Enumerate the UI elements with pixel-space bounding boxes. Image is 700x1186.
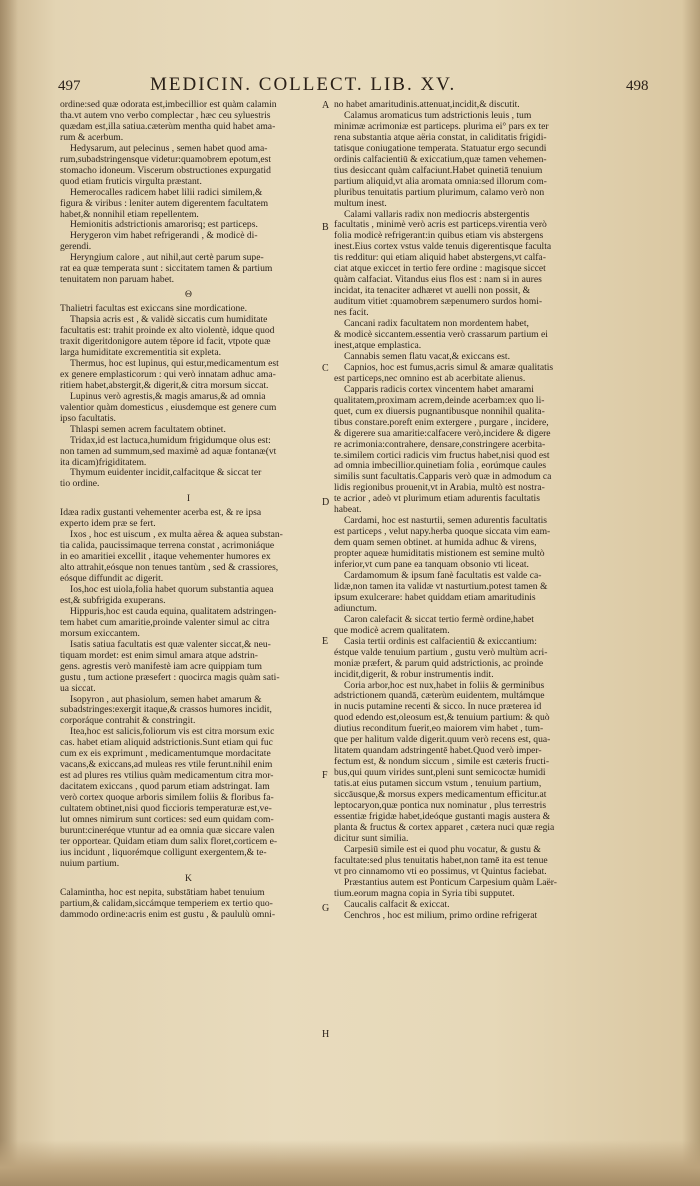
text-line: lut omnes nimirum sunt cortices: sed eum quidam com- <box>60 814 274 825</box>
text-line: multum inest. <box>334 197 387 209</box>
text-line: rum,subadstringensque videtur:quamobrem epotum,est <box>60 153 272 165</box>
text-line: tatisque coniugatione temperata. Statuatur ergo secundi <box>334 142 547 154</box>
text-line: tium.eorum magna copia in Syria tibi supputet. <box>334 887 515 899</box>
text-line: tenuitatem non paruam habet. <box>60 274 175 286</box>
section-letter: I <box>186 493 192 505</box>
margin-letter-a: A <box>322 100 330 111</box>
text-line: subadstringes:exergit itaque,& crassos humores incidit, <box>60 704 272 716</box>
text-line: partium,& calidam,siccámque temperiem ex tertio quo- <box>60 897 273 909</box>
text-line: ordinis calfacientiū & exiccatium,quæ tamen vehemen- <box>334 153 547 165</box>
text-line: Caucalis calfacit & exiccat. <box>344 898 450 910</box>
text-line: folia modicè refrigerant:in quibus etiam vis abstergens <box>334 230 544 242</box>
text-line: est particeps,nec omnino est ab acerbitate alienus. <box>334 372 526 384</box>
running-title: MEDICIN. COLLECT. LIB. XV. <box>150 74 457 95</box>
text-line: Ixos , hoc est uiscum , ex multa aërea & aquea substan- <box>70 529 283 541</box>
text-line: Hemerocalles radicem habet lilii radici similem,& <box>70 186 263 198</box>
text-line: ua siccat. <box>60 682 96 694</box>
text-line: cultatem obtinet,nisi quod ficcioris temperaturæ est,ve- <box>60 803 272 815</box>
text-line: ipso facultatis. <box>60 412 116 424</box>
text-line: que modicè acrem qualitatem. <box>334 624 450 636</box>
text-line: propter aqueæ humiditatis mistionem est semine multò <box>334 548 545 560</box>
text-line: vacans,& exiccans,ad muleas res vtile ferunt.nihil enim <box>60 759 273 771</box>
text-line: inest.Eius cortex vstus valde tenuis digerentisque faculta <box>334 241 552 253</box>
text-line: pluribus tenuitatis partium plurimum, calamo verò non <box>334 186 545 198</box>
text-line: inest,atque emplastica. <box>334 339 422 351</box>
text-line: verò cortex quoque arboris similem foliis & floribus fa- <box>60 792 274 804</box>
text-line: Cannabis semen flatu vacat,& exiccans est. <box>344 350 510 362</box>
page-number-left: 497 <box>58 78 81 94</box>
text-line: tis redditur: qui etiam aliquid habet abstergens,vt calfa- <box>334 252 546 264</box>
text-line: Isopyron , aut phasiolum, semen habet amarum & <box>70 693 262 705</box>
text-line: Herygeron vim habet refrigerandi , & modicè di- <box>70 230 258 242</box>
margin-letter-f: F <box>322 770 328 781</box>
text-line: tem habet cum amaritie,proinde valenter simul ac citra <box>60 616 270 628</box>
text-line: figura & viribus : leniter autem digerentem facultatem <box>60 197 269 209</box>
text-line: éstque valde tenuium partium , gustu verò multùm acri- <box>334 646 548 658</box>
text-line: Hemionitis adstrictionis amarorisq; est particeps. <box>70 219 258 231</box>
text-line: ciat atque exiccet in tertio fere ordine : magisque siccet <box>334 263 546 275</box>
text-line: quod edendo est,oleosum est,& tenuium partium: & quò <box>334 712 550 724</box>
text-line: siccāusque,& morsus expers medicamentum efficitur.at <box>334 789 547 801</box>
text-line: diutius reconditum fuerit,eo maiorem vim habet , tum- <box>334 723 544 735</box>
text-line: ex genere emplasticorum : qui verò innatam adhuc ama- <box>60 368 276 380</box>
text-line: quet, cum ex diuersis pugnantibusque nonnihil qualita- <box>334 405 545 417</box>
text-line: Lupinus verò agrestis,& magis amarus,& ad omnia <box>70 390 266 402</box>
text-line: & digerere sua amaritie:calfacere verò,incidere & digere <box>334 427 551 439</box>
text-line: te acrior , adeò vt plurimum etiam adurentis facultatis <box>334 493 540 505</box>
text-line: Thapsia acris est , & validè siccatis cum humiditate <box>70 314 268 326</box>
text-line: Thalietri facultas est exiccans sine mordicatione. <box>60 303 248 315</box>
text-line: Præstantius autem est Ponticum Carpesium quàm Laër- <box>344 876 557 888</box>
text-line: qualitatem,proximam acrem,deinde acerbam:ex quo li- <box>334 394 545 406</box>
left-column <box>60 100 318 921</box>
text-line: ius incidunt , liquorémque colligunt exergentem,& te- <box>60 846 267 858</box>
text-line: leptocaryon,quæ pontica nux nominatur , plus terrestris <box>334 800 547 811</box>
section-letter: Θ <box>185 289 193 301</box>
page-edge-shadow-left <box>0 0 18 1186</box>
text-line: stomacho idoneum. Viscerum obstructiones expurgatid <box>60 164 271 176</box>
text-line: Isatis satiua facultatis est quæ valenter siccat,& neu- <box>70 638 271 650</box>
margin-letter-b: B <box>322 222 329 233</box>
text-line: dicitur sunt similia. <box>334 832 409 844</box>
text-line: Cenchros , hoc est milium, primo ordine refrigerat <box>344 909 538 921</box>
text-line: vt pro cinnamomo vti eo possimus, vt Quintus faciebat. <box>334 865 547 877</box>
text-line: re acrimonia:contrahere, densare,constringere acerbita- <box>334 438 546 450</box>
text-line: ter opportear. Quidam etiam dum salix floret,corticem e- <box>60 835 278 847</box>
text-line: Hippuris,hoc est cauda equina, qualitatem adstringen- <box>70 605 277 617</box>
right-column <box>334 100 624 921</box>
text-line: essentiæ frigidæ habet,ideóque gustanti magis austera & <box>334 810 551 822</box>
text-line: Thermus, hoc est lupinus, qui estur,medicamentum est <box>70 357 279 369</box>
text-line: no habet amaritudinis.attenuat,incidit,& discutit. <box>334 99 520 110</box>
margin-letter-g: G <box>322 903 330 914</box>
text-line: habet,& nonnihil etiam repellentem. <box>60 208 199 220</box>
text-line: quàm calfaciat. Vitandus eius flos est : nam si in aures <box>334 274 542 286</box>
text-line: Thlaspi semen acrem facultatem obtinet. <box>70 423 226 435</box>
text-line: Capparis radicis cortex vincentem habet amarami <box>344 383 534 395</box>
text-line: litatem quandam adstringentē habet.Quod verò imper- <box>334 745 542 757</box>
text-line: gerendi. <box>60 241 92 253</box>
text-line: Thymum euidenter incidit,calfacitque & siccat ter <box>70 467 262 479</box>
text-line: auditum vitiet :quamobrem sæpenumero surdos homi- <box>334 296 543 308</box>
text-line: eósque diffundit ac digerit. <box>60 573 164 585</box>
margin-letter-h: H <box>322 1029 330 1040</box>
text-line: lidis regionibus prouenit,vt in Arabia, multò est nostra- <box>334 482 545 494</box>
text-line: quod etiam fruticis virgulta præstant. <box>60 175 202 187</box>
text-line: dacitatem exiccans , quod parum etiam adstringat. Iam <box>60 781 270 793</box>
text-line: nes facit. <box>334 307 369 319</box>
section-letter: K <box>185 872 193 884</box>
page-edge-shadow-right <box>682 0 700 1186</box>
text-line: inferior,vt cum pane ea tanquam obsonio vti liceat. <box>334 559 529 571</box>
text-line: Cardami, hoc est nasturtii, semen adurentis facultatis <box>344 515 548 527</box>
text-line: similis sunt facultatis.Capparis verò quæ in admodum ca <box>334 471 552 483</box>
text-line: dammodo ordine:acris enim est gustu , & paululù omni- <box>60 908 276 920</box>
margin-letter-d: D <box>322 497 330 508</box>
text-line: Calamus aromaticus tum adstrictionis leuis , tum <box>344 109 532 121</box>
text-line: tio ordine. <box>60 478 100 490</box>
text-line: ordine:sed quæ odorata est,imbecillior est quàm calamin <box>60 99 277 110</box>
text-line: tibus constare.poreft enim extergere , purgare , incidere, <box>334 416 549 428</box>
text-line: tha.vt autem vno verbo complectar , hæc ceu syluestris <box>60 109 271 121</box>
text-line: ipsum exulcerare: habet quiddam etiam amaritudinis <box>334 591 536 603</box>
text-line: bus,qui quum virides sunt,pleni sunt semicoctæ humidi <box>334 767 546 779</box>
text-line: te.similem cortici radicis vim fructus habet,nisi quod est <box>334 449 550 461</box>
text-line: traxit digeritdonigore autem tëpore id facit, vtpote quæ <box>60 336 271 348</box>
text-line: fectum est, & nondum siccum , simile est cæteris fructi- <box>334 756 550 768</box>
text-line: facultate:sed plus tenuitatis habet,non tamē ita est tenue <box>334 854 548 866</box>
margin-letter-c: C <box>322 363 329 374</box>
text-line: gustu , tum actione præsefert : quocirca magis quàm sati- <box>60 671 280 683</box>
text-line: Coria arbor,hoc est nux,habet in foliis & germinibus <box>344 679 545 691</box>
page-header <box>0 74 700 100</box>
text-line: Hedysarum, aut pelecinus , semen habet quod ama- <box>70 142 268 154</box>
text-line: nuium partium. <box>60 857 120 869</box>
text-line: cas. habet etiam aliquid adstrictionis.Sunt etiam qui fuc <box>60 737 273 749</box>
text-line: facultatis est: trahit proinde ex alto violentè, idque quod <box>60 325 275 337</box>
page-number-right: 498 <box>626 78 649 94</box>
text-line: est ad plures res vtilius quàm medicamentum citra mor- <box>60 770 274 782</box>
text-line: Calamintha, hoc est nepita, substātiam habet tenuium <box>60 886 265 898</box>
text-line: tatis.at eius putamen siccum vstum , tenuium partium, <box>334 778 542 790</box>
text-line: rum & acerbum. <box>60 131 124 143</box>
text-line: rena substantia atque aëria constat, in caliditatis frigidi- <box>334 131 547 143</box>
text-line: in eo amaritiei excellit , itaque vehementer humores ex <box>60 551 271 563</box>
text-line: Ios,hoc est uiola,folia habet quorum substantia aquea <box>70 583 274 595</box>
text-line: & modicè siccantem.essentia verò crassarum partium ei <box>334 329 548 341</box>
text-line: non tamen ad summum,sed maximè ad aquæ fontanæ(vt <box>60 445 277 457</box>
text-line: que per halitum valde digerit.quum verò recens est, qua- <box>334 734 551 746</box>
text-line: partium aliquid,vt alia aromata omnia:sed illorum com- <box>334 175 547 187</box>
text-line: ritiem habet,abstergit,& digerit,& citra morsum siccat. <box>60 379 269 391</box>
text-line: adstrictionem quandā, cæterùm euidentem, multámque <box>334 690 545 702</box>
text-line: cum ex eis exprimunt , medicamentumque mordacitate <box>60 748 271 760</box>
text-line: habeat. <box>334 504 362 516</box>
text-line: tiquam mordet: est enim simul amara atque adstrin- <box>60 649 258 661</box>
text-line: rat ea quæ temperata sunt : siccitatem tamen & partium <box>60 263 273 275</box>
text-line: ita dicam)frigiditatem. <box>60 456 147 468</box>
text-line: morsum exiccantem. <box>60 627 140 639</box>
text-line: Capnios, hoc est fumus,acris simul & amaræ qualitatis <box>344 361 554 373</box>
text-line: corporáque contrahit & constringit. <box>60 715 196 727</box>
text-line: Caron calefacit & siccat tertio fermè ordine,habet <box>344 613 534 625</box>
text-line: moniæ præfert, & parum quid adstrictionis, ac proinde <box>334 657 544 669</box>
text-line: Casia tertii ordinis est calfacientiū & exiccantium: <box>344 635 537 647</box>
text-line: gens. agrestis verò manifestè iam acre quippiam tum <box>60 660 262 672</box>
text-line: adiunctum. <box>334 602 377 614</box>
text-line: tia calida, paucissimaque terrena constat , acrimoniáque <box>60 540 275 552</box>
text-line: est particeps , velut napy.herba quoque siccata vim eam- <box>334 526 551 538</box>
text-line: alto attrahit,eósque non tenues tantùm , sed & crassiores, <box>60 562 279 574</box>
text-line: dem quam semen obtinet. at humida adhuc & virens, <box>334 537 537 549</box>
text-line: in nucis putamine recenti & sicco. In nuce præterea id <box>334 701 542 713</box>
text-line: Calami vallaris radix non mediocris abstergentis <box>344 208 530 220</box>
text-line: Cancani radix facultatem non mordentem habet, <box>344 318 529 330</box>
margin-letter-e: E <box>322 636 329 647</box>
text-line: facultatis , minimè verò acris est particeps.virentia verò <box>334 219 547 231</box>
text-line: est,& subfrigida exuperans. <box>60 594 166 606</box>
text-line: ad omnia imbecillior.quinetiam folia , eorúmque caules <box>334 460 547 472</box>
text-line: quædam est,illa satiua.cæterùm mentha quid habet ama- <box>60 120 276 132</box>
text-line: Idæa radix gustanti vehementer acerba est, & re ipsa <box>60 507 262 519</box>
text-line: planta & fructus & cortex apparet , cætera nuci quæ regia <box>334 821 555 833</box>
text-line: incidat, ita tenaciter adhæret vt auelli non possit, & <box>334 285 531 297</box>
text-line: Carpesiū simile est ei quod phu vocatur, & gustu & <box>344 843 541 855</box>
text-line: Itea,hoc est salicis,foliorum vis est citra morsum exic <box>70 726 275 738</box>
text-line: burunt:cineréque vtuntur ad ea omnia quæ siccare valen <box>60 824 275 836</box>
text-line: Heryngium calore , aut nihil,aut certè parum supe- <box>70 252 264 264</box>
text-line: valentior quàm domesticus , eiusdemque est genere cum <box>60 401 277 413</box>
page-bottom-stain <box>0 1140 700 1186</box>
text-line: incidit,digerit, & robur instrumentis indit. <box>334 668 494 680</box>
text-line: experto idem præ se fert. <box>60 518 156 530</box>
text-line: Cardamomum & ipsum fanè facultatis est valde ca- <box>344 569 542 581</box>
text-line: lidæ,non tamen ita validæ vt nasturtium.potest tamen & <box>334 580 548 592</box>
text-line: minimæ acrimoniæ est particeps. plurima ei° pars ex ter <box>334 120 549 132</box>
text-line: tius desiccant quàm calfaciunt.Habet quinetiā tenuium <box>334 164 543 176</box>
text-line: larga humiditate excrementitia sit expleta. <box>60 346 221 358</box>
text-line: Tridax,id est lactuca,humidum frigidumque olus est: <box>70 434 271 446</box>
